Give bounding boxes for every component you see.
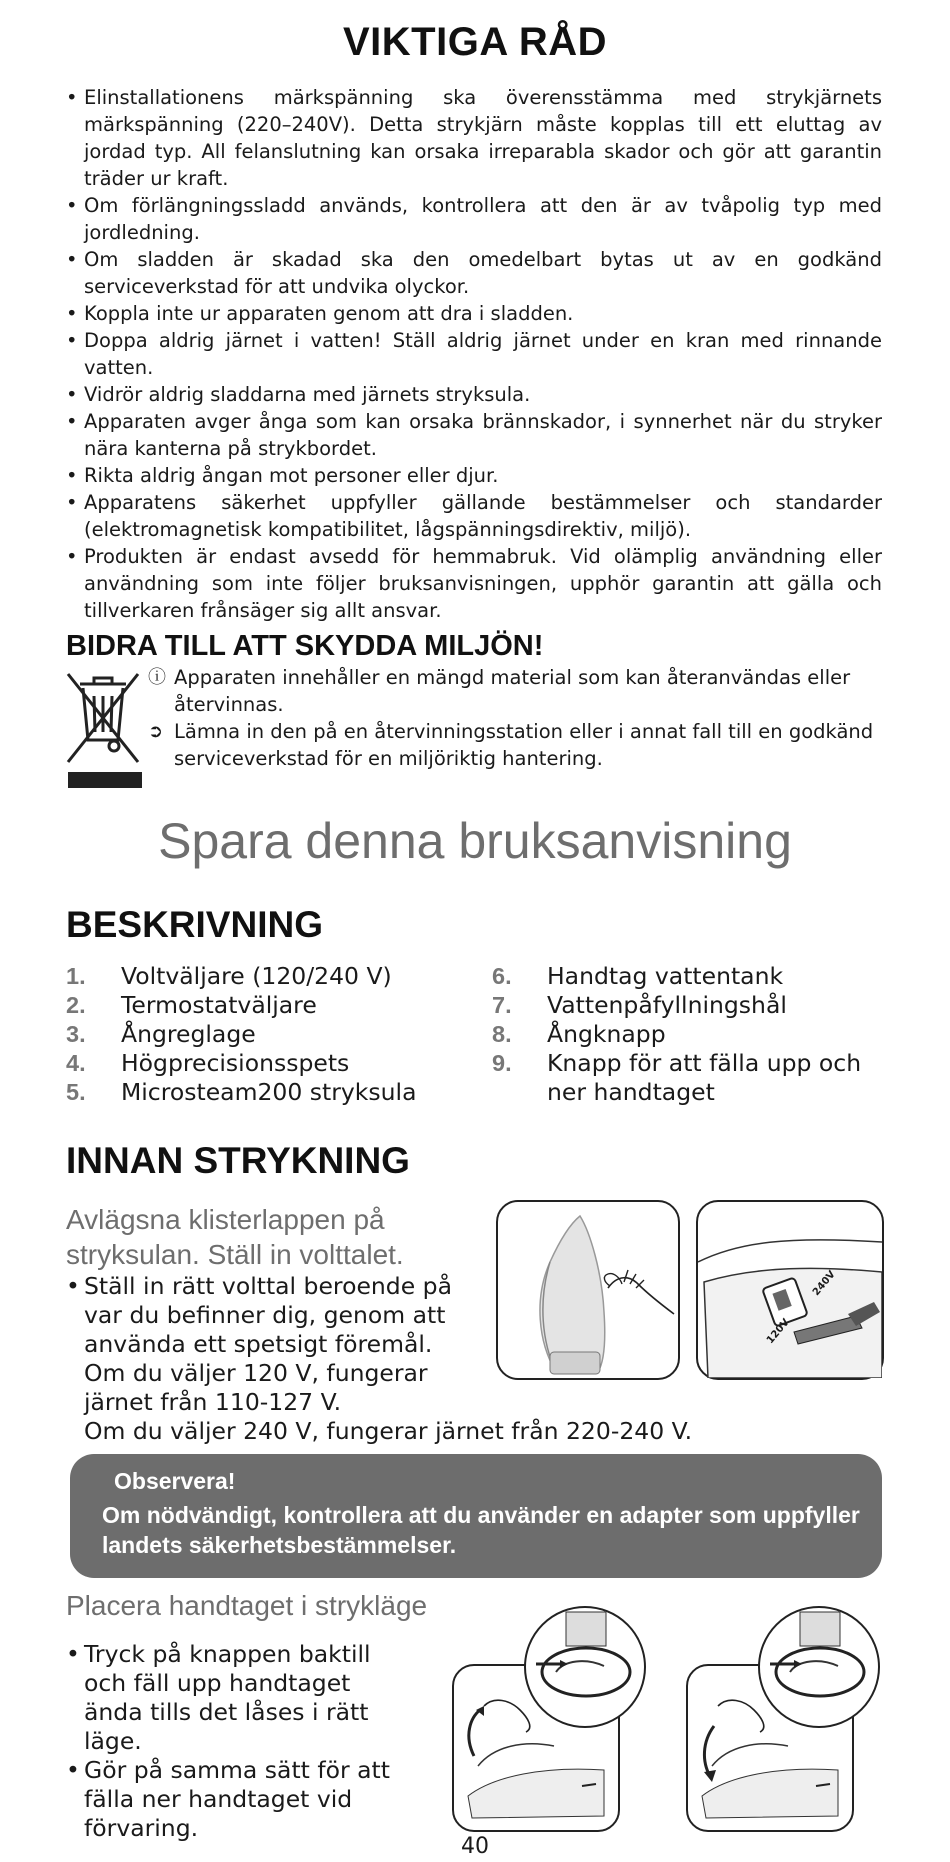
description-item [66, 991, 466, 1020]
item-number: 7. [492, 992, 512, 1018]
button-zoom-circle [758, 1606, 880, 1728]
item-number: 5. [66, 1079, 86, 1105]
soleplate-sticker-illustration [496, 1200, 680, 1380]
advice-item: • Elinstallationens märkspänning ska överensstämma med strykjärnets märkspänning (220–240V). Detta strykjärn måste kopplas till ett eluttag av jordad typ. All felanslutning kan orsaka irreparabla skador och gör att garantin träder ur kraft. [66, 84, 882, 192]
item-number: 4. [66, 1050, 86, 1076]
description-item [492, 1020, 892, 1049]
advice-item: • Om förlängningssladd används, kontrollera att den är av tvåpolig typ med jordledning. [66, 192, 882, 246]
advice-item: • Koppla inte ur apparaten genom att dra i sladden. [66, 300, 882, 327]
item-number: 6. [492, 963, 512, 989]
item-label: Handtag vattentank [547, 962, 784, 990]
weee-crossed-bin-icon [64, 670, 142, 790]
instruction-line: Om du väljer 240 V, fungerar järnet från 220-240 V. [84, 1417, 693, 1445]
handle-down-illustration [684, 1606, 884, 1836]
item-number: 8. [492, 1021, 512, 1047]
instruction-line: • Ställ in rätt volttal beroende på [84, 1272, 452, 1300]
iron-soleplate-icon [498, 1202, 678, 1378]
switch-label-240v: 240V [810, 1269, 838, 1298]
before-ironing-title: INNAN STRYKNING [66, 1140, 410, 1181]
description-item [66, 1049, 466, 1078]
handle-up-illustration [450, 1606, 650, 1836]
handle-instruction-item: • Tryck på knappen baktill och fäll upp handtaget ända tills det låses i rätt läge. [66, 1640, 406, 1756]
environment-item [148, 664, 888, 718]
button-zoom-circle [524, 1606, 646, 1728]
advice-item: • Apparaten avger ånga som kan orsaka brännskador, i synnerhet när du stryker nära kanterna på strykbordet. [66, 408, 882, 462]
description-title: BESKRIVNING [66, 904, 323, 945]
item-number: 3. [66, 1021, 86, 1047]
item-label: Ångknapp [547, 1020, 666, 1048]
description-item [492, 991, 892, 1020]
description-list-right [492, 962, 892, 1107]
info-icon: ⓘ [148, 667, 166, 688]
environment-title: BIDRA TILL ATT SKYDDA MILJÖN! [66, 630, 544, 662]
page-title: VIKTIGA RÅD [342, 20, 607, 64]
warning-note [70, 1454, 882, 1578]
item-label: Microsteam200 stryksula [121, 1078, 417, 1106]
description-item [492, 1049, 892, 1107]
voltage-selector-illustration [696, 1200, 884, 1380]
item-label: Voltväljare (120/240 V) [121, 962, 392, 990]
advice-item: • Produkten är endast avsedd för hemmabruk. Vid olämplig användning eller användning som inte följer bruksanvisningen, upphör garantin att gälla och tillverkaren frånsäger sig allt ansvar. [66, 543, 882, 624]
note-text: Om nödvändigt, kontrollera att du använder en adapter som uppfyller landets säkerhetsbestämmelser. [102, 1502, 860, 1558]
item-label: Ångreglage [121, 1020, 256, 1048]
environment-item-text: Lämna in den på en återvinningsstation eller i annat fall till en godkänd serviceverkstad för en miljöriktig hantering. [174, 720, 874, 770]
item-label: Termostatväljare [121, 991, 317, 1019]
description-item [66, 1078, 466, 1107]
description-item [66, 1020, 466, 1049]
environment-item-text: Apparaten innehåller en mängd material som kan återanvändas eller återvinnas. [174, 666, 851, 716]
page-number: 40 [461, 1834, 489, 1859]
item-number: 1. [66, 963, 86, 989]
arrow-icon: ➲ [148, 721, 164, 742]
instruction-line: var du befinner dig, genom att [84, 1301, 446, 1329]
before-ironing-subtitle: Avlägsna klisterlappen på stryksulan. Ställ in volttalet. [66, 1204, 404, 1270]
advice-list [66, 84, 882, 624]
save-notice: Spara denna bruksanvisning [158, 813, 792, 869]
advice-item: • Om sladden är skadad ska den omedelbart bytas ut av en godkänd serviceverkstad för att undvika olyckor. [66, 246, 882, 300]
description-item [66, 962, 466, 991]
environment-item [148, 718, 888, 772]
description-list-left [66, 962, 466, 1107]
handle-instructions [66, 1640, 406, 1843]
handle-subtitle: Placera handtaget i strykläge [66, 1590, 428, 1621]
advice-item: • Vidrör aldrig sladdarna med järnets stryksula. [66, 381, 882, 408]
item-label: Högprecisionsspets [121, 1049, 350, 1077]
item-number: 2. [66, 992, 86, 1018]
note-title: Observera! [114, 1468, 236, 1494]
instruction-line: använda ett spetsigt föremål. [84, 1330, 433, 1358]
item-label: Vattenpåfyllningshål [547, 991, 787, 1019]
item-number: 9. [492, 1050, 512, 1076]
item-label: Knapp för att fälla upp och ner handtaget [547, 1049, 862, 1106]
environment-list [148, 664, 888, 772]
switch-label-120v: 120V [764, 1317, 792, 1346]
advice-item: • Apparatens säkerhet uppfyller gällande bestämmelser och standarder (elektromagnetisk kompatibilitet, lågspänningsdirektiv, miljö). [66, 489, 882, 543]
handle-instruction-item: • Gör på samma sätt för att fälla ner handtaget vid förvaring. [66, 1756, 406, 1843]
advice-item: • Rikta aldrig ångan mot personer eller djur. [66, 462, 882, 489]
instruction-line: järnet från 110-127 V. [84, 1388, 342, 1416]
instruction-line: Om du väljer 120 V, fungerar [84, 1359, 428, 1387]
description-item [492, 962, 892, 991]
advice-item: • Doppa aldrig järnet i vatten! Ställ aldrig järnet under en kran med rinnande vatten. [66, 327, 882, 381]
